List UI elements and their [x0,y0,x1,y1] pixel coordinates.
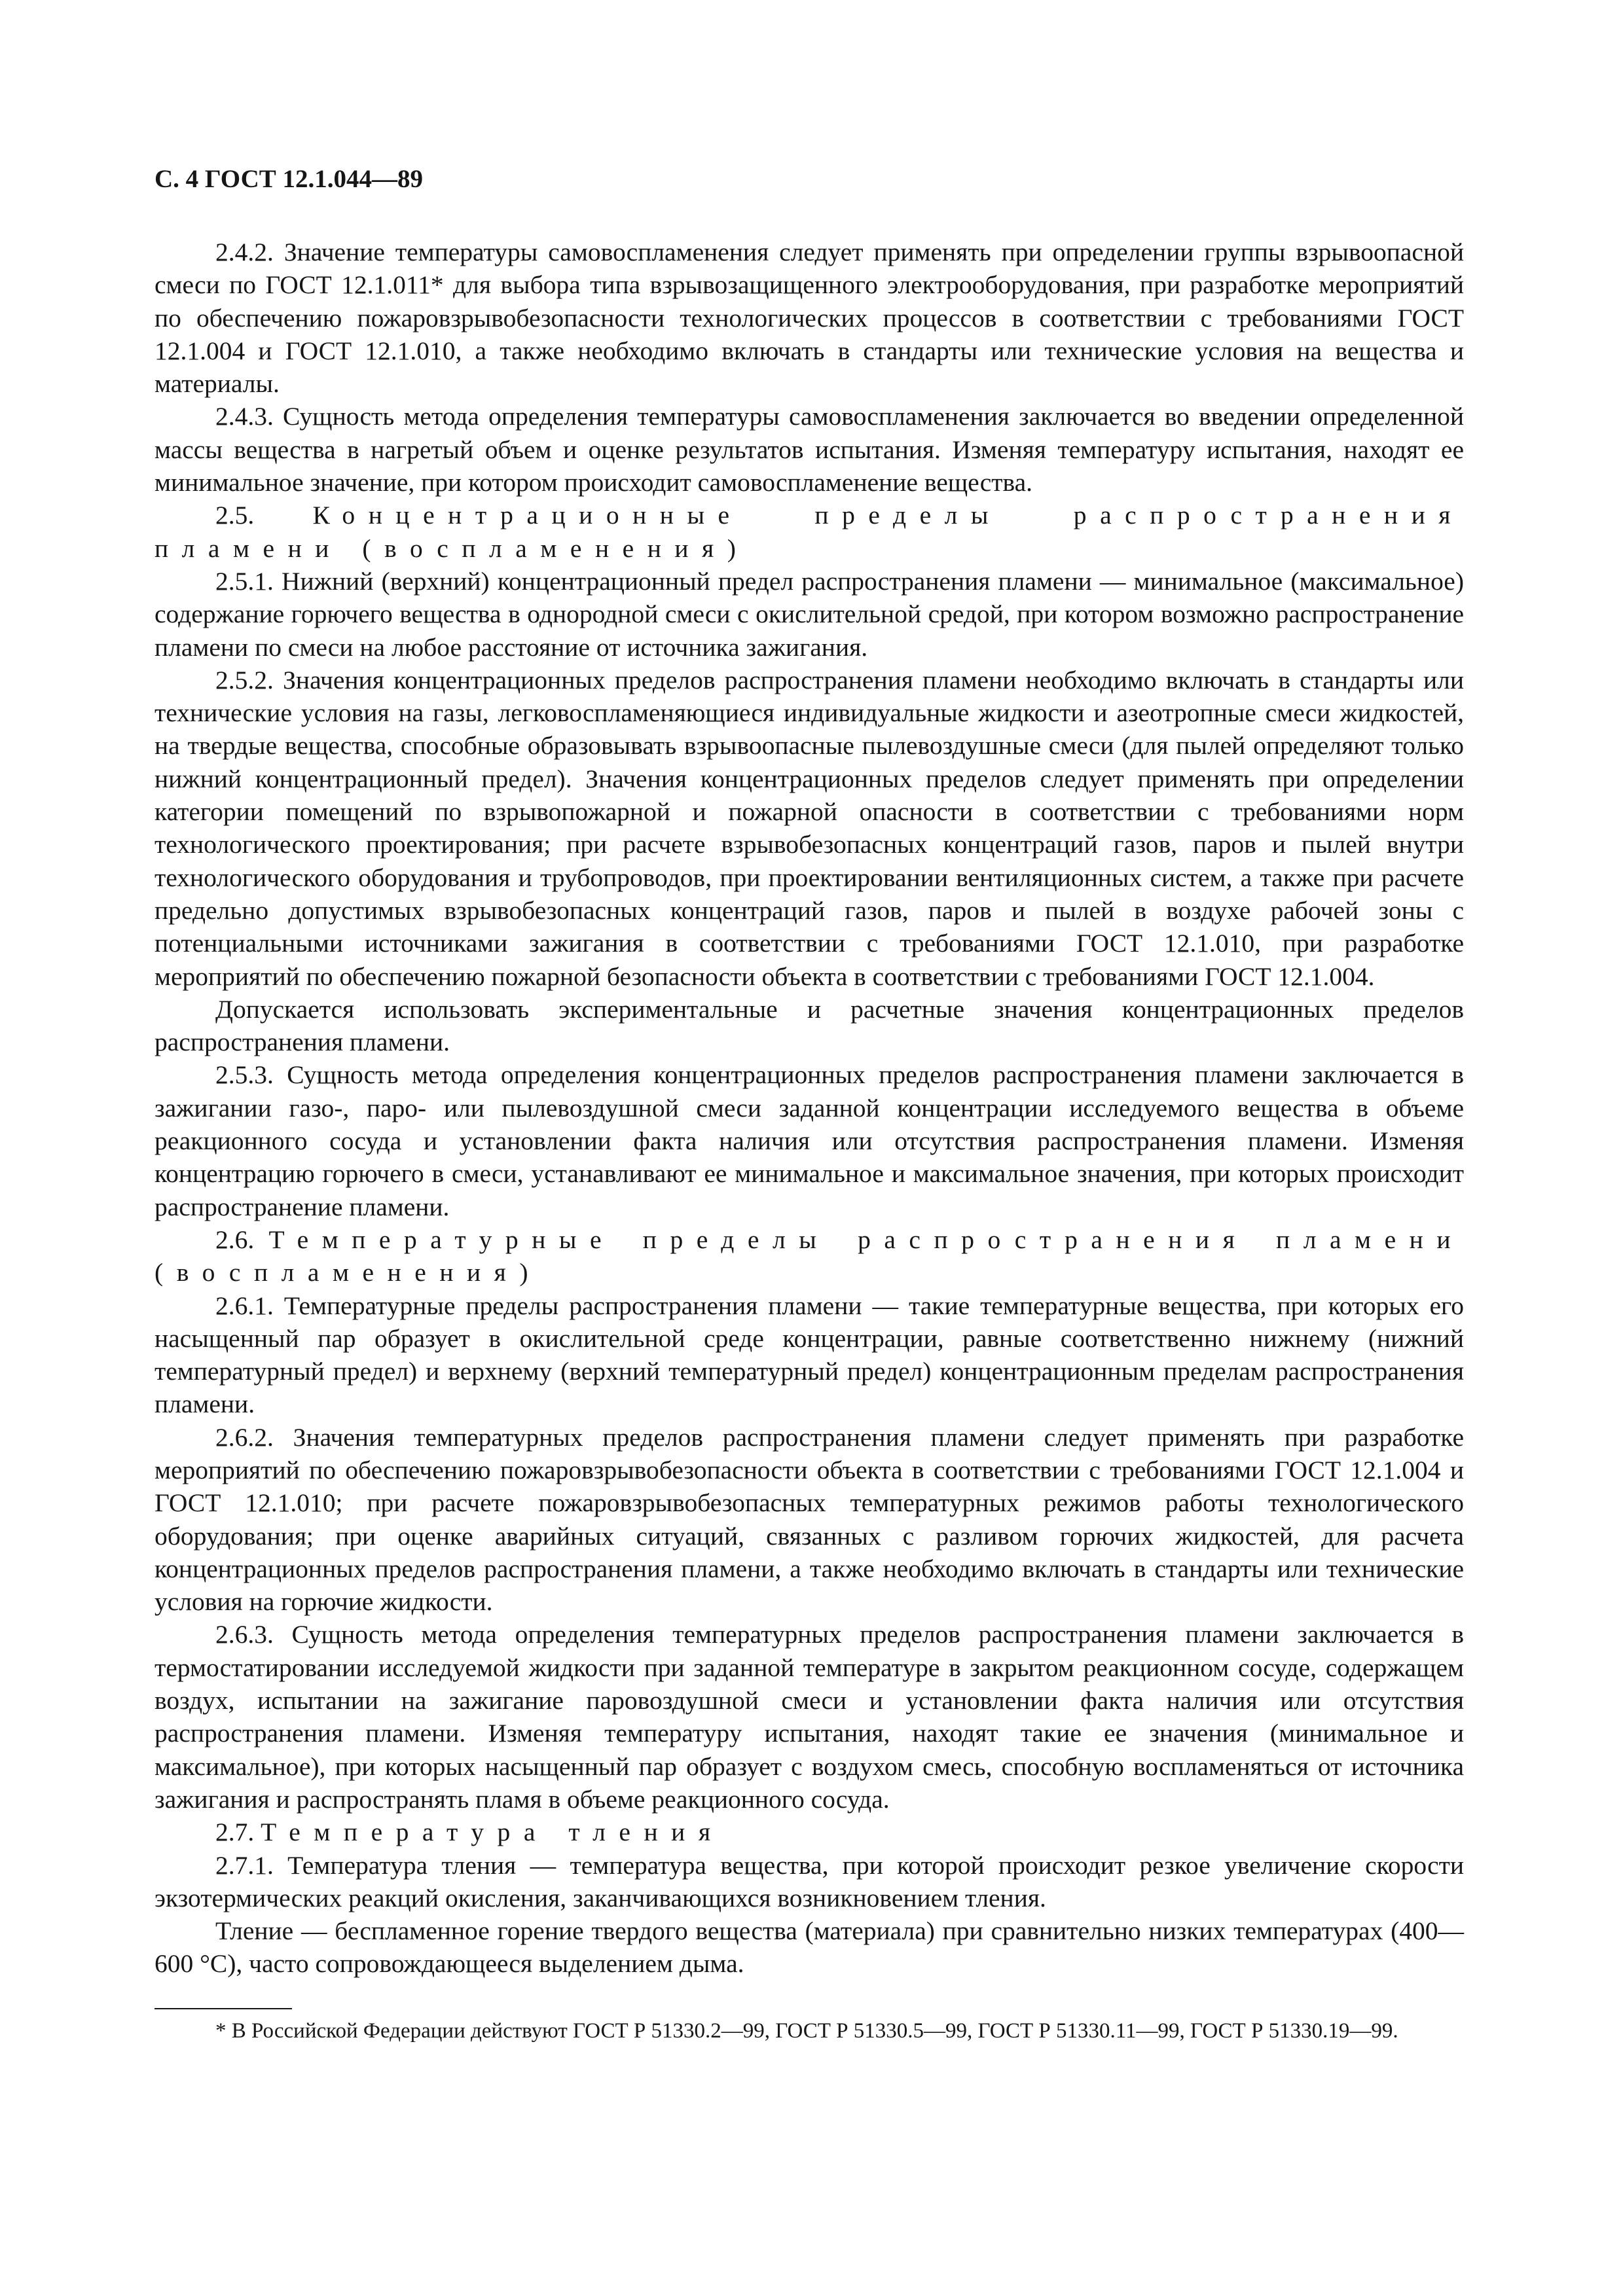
paragraph-2-5-3: 2.5.3. Сущность метода определения концентрационных пределов распространения пламени заключается в зажигании газо-, паро- или пылевоздушной смеси заданной концентрации исследуемого вещества в объеме реакционного сосуда и установлении факта наличия или отсутствия распространения пламени. Изменяя концентрацию горючего в смеси, устанавливают ее минимальное и максимальное значения, при которых происходит распространение пламени. [155,1060,1464,1221]
section-heading-2-5 [155,499,1464,565]
page-header: С. 4 ГОСТ 12.1.044—89 [155,165,423,193]
paragraph-smoldering-definition: Тление — беспламенное горение твердого вещества (материала) при сравнительно низких температурах (400—600 °С), часто сопровождающееся выделением дыма. [155,1916,1464,1979]
paragraph-2-6-1: 2.6.1. Температурные пределы распространения пламени — такие температурные вещества, при которых его насыщенный пар образует в окислительной среде концентрации, равные соответственно нижнему (нижний температурный предел) и верхнему (верхний температурный предел) концентрационным пределам распространения пламени. [155,1291,1464,1419]
section-title: Температурные пределы распространения пламени (воспламенения) [155,1225,1465,1287]
section-heading-2-7 [155,1816,1464,1848]
document-body [155,236,1464,1981]
footnote-divider [155,2008,292,2009]
paragraph-2-5-2: 2.5.2. Значения концентрационных пределов распространения пламени необходимо включать в стандарты или технические условия на газы, легковоспламеняющиеся индивидуальные жидкости и азеотропные смеси жидкостей, на твердые вещества, способные образовывать взрывоопасные пылевоздушные смеси (для пылей определяют только нижний концентрационный предел). Значения концентрационных пределов следует применять при определении категории помещений по взрывопожарной и пожарной опасности в соответствии с требованиями норм технологического проектирования; при расчете взрывобезопасных концентраций газов, паров и пылей внутри технологического оборудования и трубопроводов, при проектировании вентиляционных систем, а также при расчете предельно допустимых взрывобезопасных концентраций газов, паров и пылей в воздухе рабочей зоны с потенциальными источниками зажигания в соответствии с требованиями ГОСТ 12.1.010, при разработке мероприятий по обеспечению пожарной безопасности объекта в соответствии с требованиями ГОСТ 12.1.004. [155,665,1464,991]
section-number: 2.5. [215,501,255,530]
section-heading-2-6 [155,1223,1464,1289]
section-number: 2.7. [215,1818,255,1847]
paragraph-2-7-1: 2.7.1. Температура тления — температура вещества, при которой происходит резкое увеличение скорости экзотермических реакций окисления, заканчивающихся возникновением тления. [155,1850,1464,1912]
paragraph-2-5-1: 2.5.1. Нижний (верхний) концентрационный предел распространения пламени — минимальное (максимальное) содержание горючего вещества в однородной смеси с окислительной средой, при котором возможно распространение пламени по смеси на любое расстояние от источника зажигания. [155,566,1464,662]
section-number: 2.6. [215,1225,255,1254]
paragraph-2-6-3: 2.6.3. Сущность метода определения температурных пределов распространения пламени заключается в термостатировании исследуемой жидкости при заданной температуре в закрытом реакционном сосуде, содержащем воздух, испытании на зажигание паровоздушной смеси и установлении факта наличия или отсутствия распространения пламени. Изменяя температуру испытания, находят такие ее значения (минимальное и максимальное), при которых насыщенный пар образует с воздухом смесь, способную воспламеняться от источника зажигания и распространять пламя в объеме реакционного сосуда. [155,1620,1464,1814]
paragraph-2-6-2: 2.6.2. Значения температурных пределов распространения пламени следует применять при разработке мероприятий по обеспечению пожаровзрывобезопасности объекта в соответствии с требованиями ГОСТ 12.1.004 и ГОСТ 12.1.010; при расчете пожаровзрывобезопасных температурных режимов работы технологического оборудования; при оценке аварийных ситуаций, связанных с разливом горючих жидкостей, для расчета концентрационных пределов распространения пламени, а также необходимо включать в стандарты или технические условия на горючие жидкости. [155,1422,1464,1617]
document-page [155,164,1464,2045]
paragraph-2-4-3: 2.4.3. Сущность метода определения температуры самовоспламенения заключается во введении определенной массы вещества в нагретый объем и оценке результатов испытания. Изменяя температуру испытания, находят ее минимальное значение, при котором происходит самовоспламенение вещества. [155,402,1464,497]
paragraph-2-4-2: 2.4.2. Значение температуры самовоспламенения следует применять при определении группы взрывоопасной смеси по ГОСТ 12.1.011* для выбора типа взрывозащищенного электрооборудования, при разработке мероприятий по обеспечению пожаровзрывобезопасности технологических процессов в соответствии с требованиями ГОСТ 12.1.004 и ГОСТ 12.1.010, а также необходимо включать в стандарты или технические условия на вещества и материалы. [155,238,1464,399]
section-title: Температура тления [261,1818,724,1847]
paragraph-allowance: Допускается использовать экспериментальные и расчетные значения концентрационных пределов распространения пламени. [155,994,1464,1057]
footnote: * В Российской Федерации действуют ГОСТ Р 51330.2—99, ГОСТ Р 51330.5—99, ГОСТ Р 51330.11—99, ГОСТ Р 51330.19—99. [215,2018,1398,2043]
section-title: Концентрационные пределы распространения пламени (воспламенения) [155,501,1464,563]
